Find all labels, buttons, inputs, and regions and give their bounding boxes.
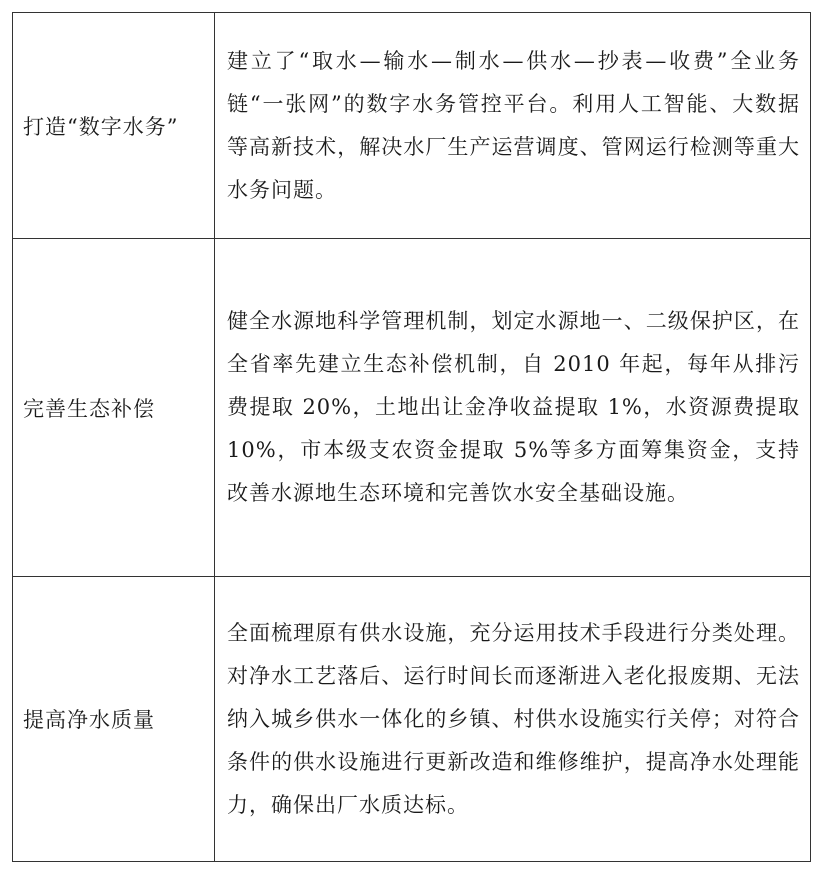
table-row: [13, 577, 811, 862]
row-label: 打造“数字水务”: [13, 13, 215, 239]
table-row: [13, 13, 811, 239]
row-content: 建立了“取水—输水—制水—供水—抄表—收费”全业务链“一张网”的数字水务管控平台。利用人工智能、大数据等高新技术，解决水厂生产运营调度、管网运行检测等重大水务问题。: [215, 13, 811, 239]
row-content: 全面梳理原有供水设施，充分运用技术手段进行分类处理。对净水工艺落后、运行时间长而逐渐进入老化报废期、无法纳入城乡供水一体化的乡镇、村供水设施实行关停；对符合条件的供水设施进行更新改造和维修维护，提高净水处理能力，确保出厂水质达标。: [215, 577, 811, 862]
row-label: 完善生态补偿: [13, 239, 215, 577]
row-label: 提高净水质量: [13, 577, 215, 862]
row-content: 健全水源地科学管理机制，划定水源地一、二级保护区，在全省率先建立生态补偿机制，自 2010 年起，每年从排污费提取 20%，土地出让金净收益提取 1%，水资源费提取 10%，市本级支农资金提取 5%等多方面筹集资金，支持改善水源地生态环境和完善饮水安全基础设施。: [215, 239, 811, 577]
table-row: [13, 239, 811, 577]
measures-table: [12, 12, 811, 862]
